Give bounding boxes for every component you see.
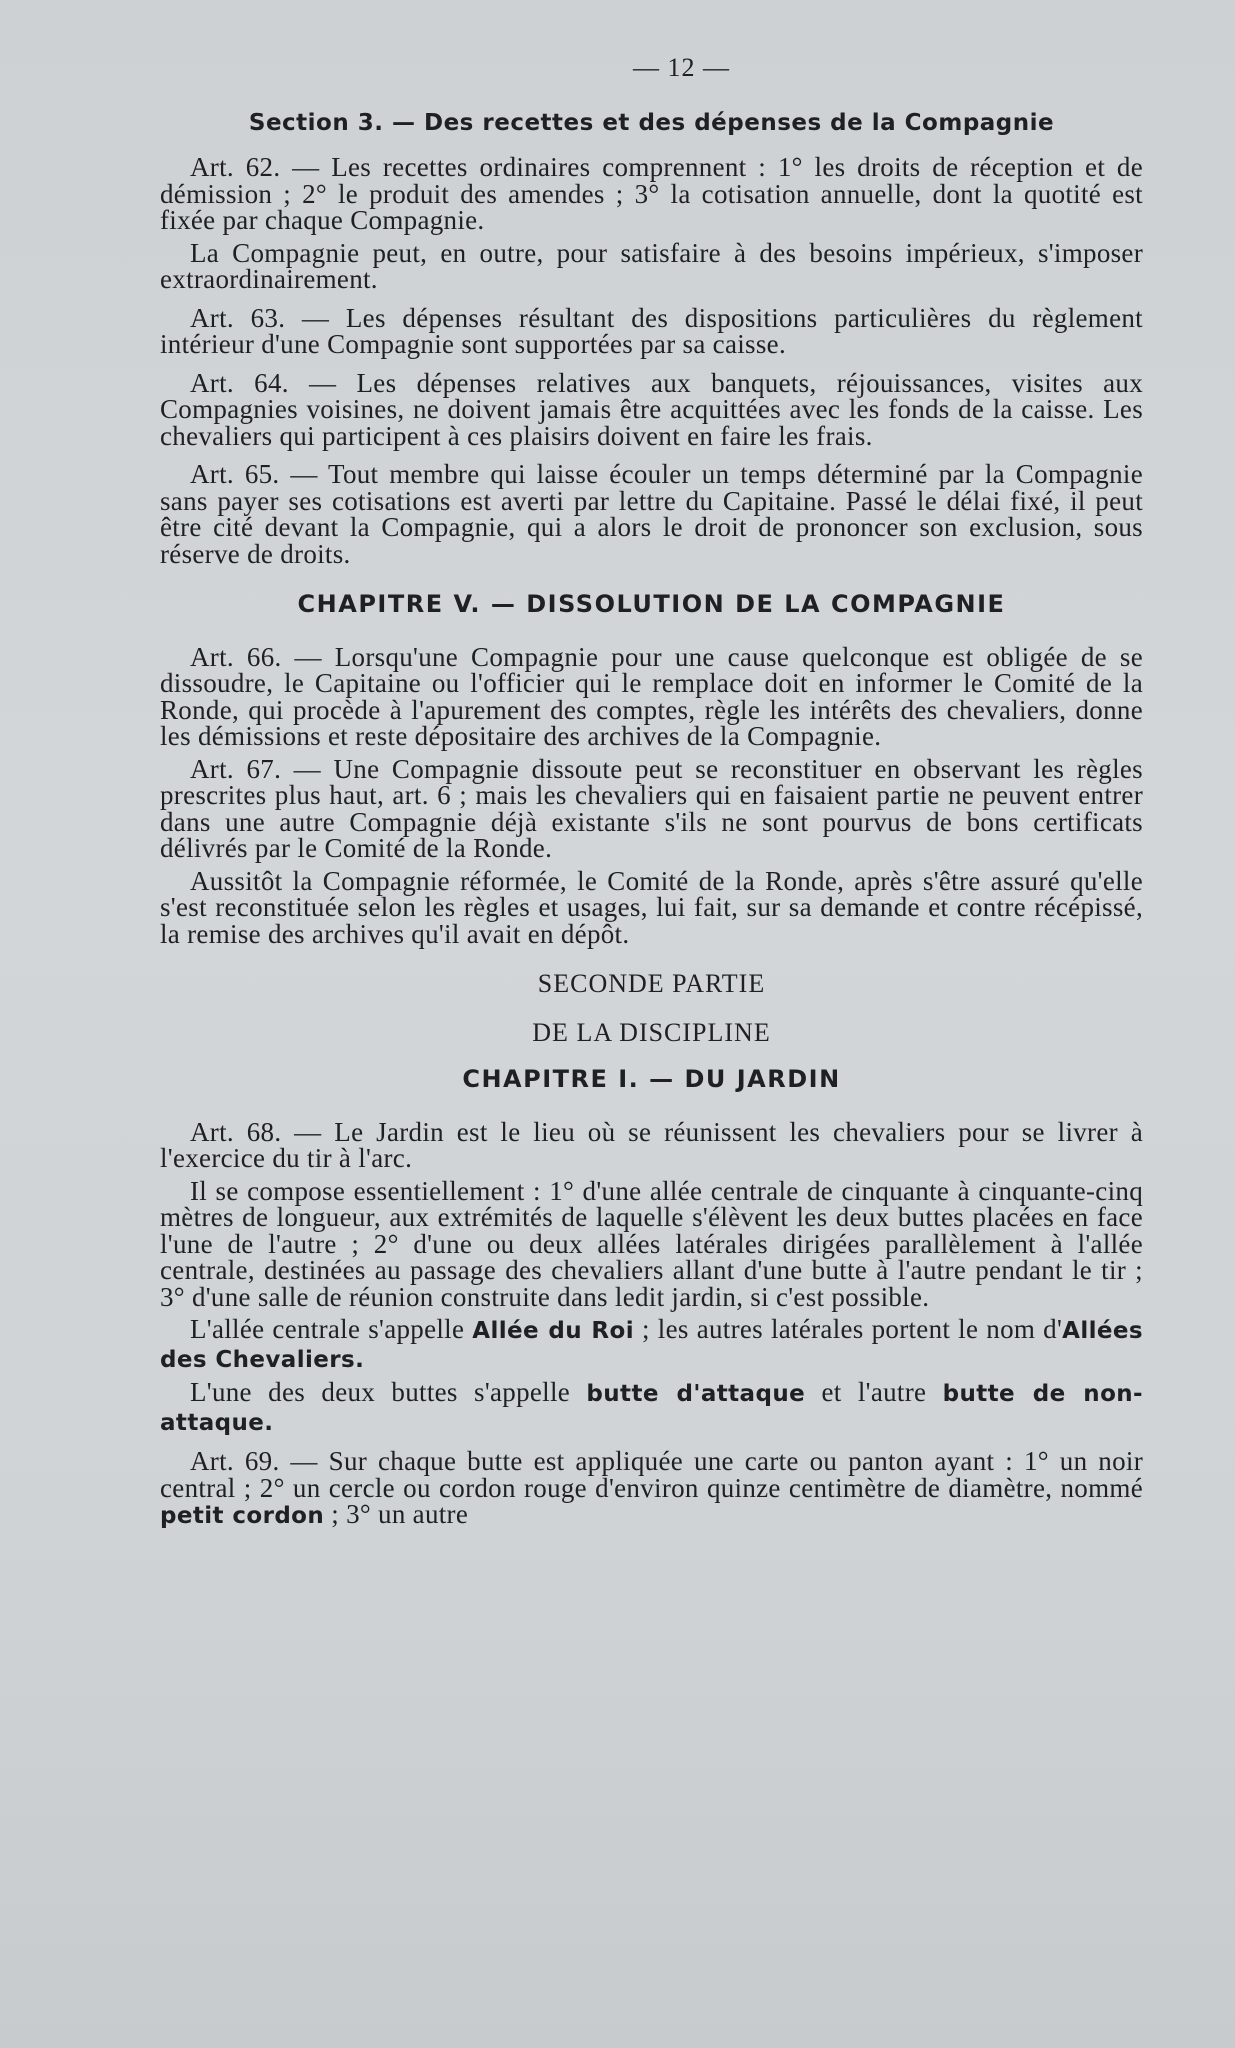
chapter-heading: CHAPITRE V. — DISSOLUTION DE LA COMPAGNIE <box>297 590 1006 618</box>
bold-term: Allée du Roi <box>472 1318 634 1344</box>
text-run: L'allée centrale s'appelle <box>190 1314 473 1344</box>
article-69-paragraph <box>160 1448 1143 1530</box>
article-63-paragraph: Art. 63. — Les dépenses résultant des dispositions particulières du règlement intérieur d'une Compagnie sont supportées par sa caisse. <box>160 302 1143 359</box>
bold-term: Allées des Chevaliers. <box>160 1318 1143 1373</box>
part-subtitle: DE LA DISCIPLINE <box>532 1017 771 1047</box>
article-67-paragraph: Art. 67. — Une Compagnie dissoute peut se reconstituer en observant les règles prescrites plus haut, art. 6 ; mais les chevaliers qui en faisaient partie ne peuvent entrer dans une autre Compagnie déjà existante s'ils ne sont pourvus de bons certificats délivrés par le Comité de la Ronde. <box>160 753 1143 863</box>
text-run: et l'autre <box>805 1377 943 1407</box>
text-run: ; 3° un autre <box>324 1499 469 1529</box>
article-68-paragraph: Art. 68. — Le Jardin est le lieu où se réunissent les chevaliers pour se livrer à l'exercice du tir à l'arc. <box>160 1116 1143 1173</box>
article-67-continuation: Aussitôt la Compagnie réformée, le Comité de la Ronde, après s'être assuré qu'elle s'est reconstituée selon les règles et usages, lui fait, sur sa demande et contre récépissé, la remise des archives qu'il avait en dépôt. <box>160 865 1143 949</box>
bold-term: petit cordon <box>160 1503 325 1529</box>
bold-term: butte d'attaque <box>586 1381 806 1407</box>
bold-term: butte de non-attaque. <box>160 1381 1143 1436</box>
text-run: Art. 69. — Sur chaque butte est appliquée une carte ou panton ayant : 1° un noir central ; 2° un cercle ou cordon rouge d'environ quinze centimètre de diamètre, nommé <box>160 1446 1143 1503</box>
chapter-heading: CHAPITRE I. — DU JARDIN <box>462 1065 841 1093</box>
article-62-paragraph: Art. 62. — Les recettes ordinaires comprennent : 1° les droits de réception et de démission ; 2° le produit des amendes ; 3° la cotisation annuelle, dont la quotité est fixée par chaque Compagnie. <box>160 152 1143 235</box>
page-number: — 12 — <box>633 53 730 82</box>
article-64-paragraph: Art. 64. — Les dépenses relatives aux banquets, réjouissances, visites aux Compagnies voisines, ne doivent jamais être acquittées avec les fonds de la caisse. Les chevaliers qui participent à ces plaisirs doivent en faire les frais. <box>160 367 1143 451</box>
article-68-continuation: Il se compose essentiellement : 1° d'une allée centrale de cinquante à cinquante-cinq mètres de longueur, aux extrémités de laquelle s'élèvent les deux buttes placées en face l'une de l'autre ; 2° d'une ou deux allées latérales dirigées parallèlement à l'allée centrale, destinées au passage des chevaliers allant d'une butte à l'autre pendant le tir ; 3° d'une salle de réunion construite dans ledit jardin, si c'est possible. <box>160 1175 1143 1312</box>
article-66-paragraph: Art. 66. — Lorsqu'une Compagnie pour une cause quelconque est obligée de se dissoudre, le Capitaine ou l'officier qui le remplace doit en informer le Comité de la Ronde, qui procède à l'apurement des comptes, règle les intérêts des chevaliers, donne les démissions et reste dépositaire des archives de la Compagnie. <box>160 641 1143 751</box>
article-68-buttes-paragraph <box>160 1379 1143 1436</box>
text-run: L'une des deux buttes s'appelle <box>190 1377 587 1407</box>
article-62-continuation: La Compagnie peut, en outre, pour satisfaire à des besoins impérieux, s'imposer extraordinairement. <box>160 237 1143 294</box>
part-title: SECONDE PARTIE <box>537 969 766 998</box>
article-65-paragraph: Art. 65. — Tout membre qui laisse écouler un temps déterminé par la Compagnie sans payer ses cotisations est averti par lettre du Capitaine. Passé le délai fixé, il peut être cité devant la Compagnie, qui a alors le droit de prononcer son exclusion, sous réserve de droits. <box>160 459 1143 569</box>
text-run: ; les autres latérales portent le nom d' <box>634 1314 1063 1344</box>
article-68-names-paragraph <box>160 1316 1143 1373</box>
section-heading: Section 3. — Des recettes et des dépenses de la Compagnie <box>248 109 1055 136</box>
